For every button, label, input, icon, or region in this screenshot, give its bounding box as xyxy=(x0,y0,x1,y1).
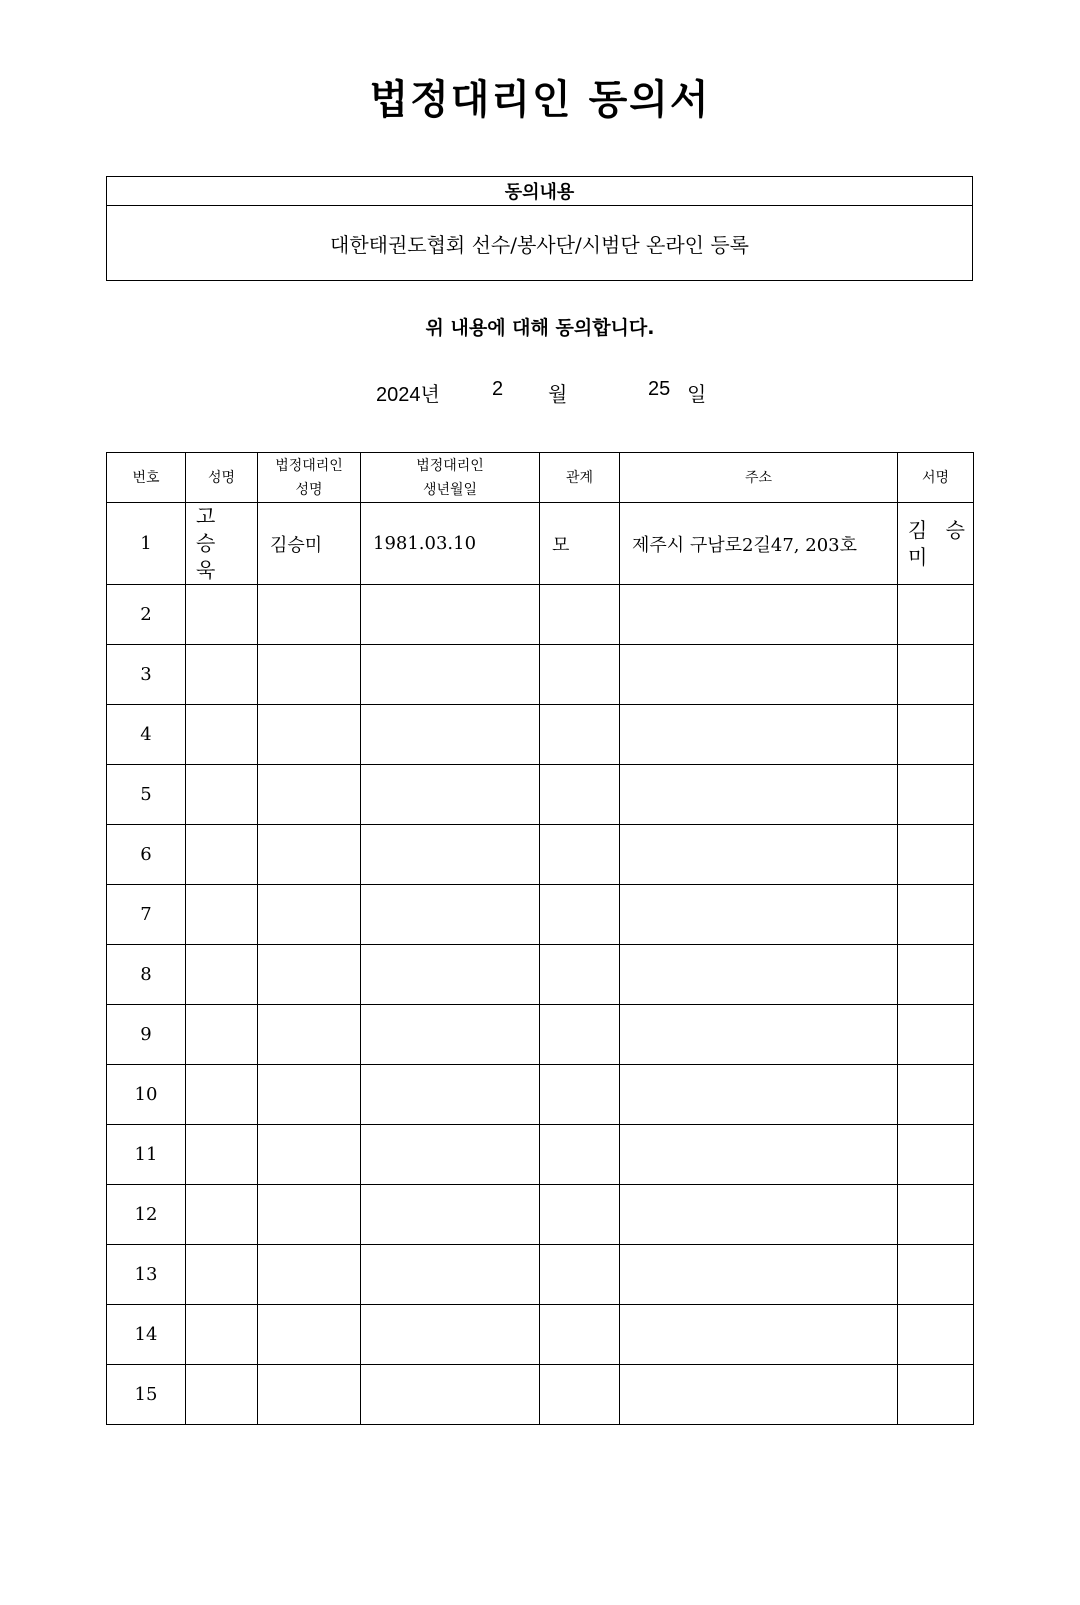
row-guardian-birth xyxy=(361,1305,540,1365)
row-relation xyxy=(540,1305,620,1365)
date-day: 25 xyxy=(648,378,671,400)
table-row xyxy=(107,765,974,825)
row-name xyxy=(186,1005,258,1065)
row-guardian-birth xyxy=(361,1365,540,1425)
row-number: 8 xyxy=(107,945,186,1005)
row-address: 제주시 구남로2길47, 203호 xyxy=(620,503,898,585)
row-relation xyxy=(540,1245,620,1305)
header-guardian-name-line1: 법정대리인 xyxy=(275,457,343,474)
header-guardian-birth xyxy=(361,453,540,503)
row-signature xyxy=(898,503,974,585)
row-guardian-birth: 1981.03.10 xyxy=(361,503,540,585)
table-row xyxy=(107,705,974,765)
row-guardian-birth xyxy=(361,1185,540,1245)
row-relation xyxy=(540,1365,620,1425)
row-guardian-name: 김승미 xyxy=(258,503,361,585)
table-row xyxy=(107,1365,974,1425)
row-relation: 모 xyxy=(540,503,620,585)
table-row xyxy=(107,645,974,705)
row-name xyxy=(186,945,258,1005)
row-address xyxy=(620,825,898,885)
row-name xyxy=(186,1125,258,1185)
row-guardian-birth xyxy=(361,945,540,1005)
row-guardian-name xyxy=(258,825,361,885)
row-number: 7 xyxy=(107,885,186,945)
row-guardian-name xyxy=(258,1365,361,1425)
consent-content: 대한태권도협회 선수/봉사단/시범단 온라인 등록 xyxy=(107,206,973,281)
row-number: 13 xyxy=(107,1245,186,1305)
row-number: 9 xyxy=(107,1005,186,1065)
row-address xyxy=(620,1365,898,1425)
row-signature xyxy=(898,1005,974,1065)
row-guardian-name xyxy=(258,1005,361,1065)
row-number: 2 xyxy=(107,585,186,645)
row-signature-line1: 김 승 xyxy=(908,517,971,542)
row-address xyxy=(620,945,898,1005)
table-row xyxy=(107,1245,974,1305)
date-year: 2024년 xyxy=(376,384,440,406)
row-relation xyxy=(540,705,620,765)
row-number: 14 xyxy=(107,1305,186,1365)
row-number: 6 xyxy=(107,825,186,885)
row-name xyxy=(186,503,258,585)
row-signature xyxy=(898,705,974,765)
row-signature xyxy=(898,1305,974,1365)
row-signature xyxy=(898,825,974,885)
row-guardian-name xyxy=(258,645,361,705)
header-relation: 관계 xyxy=(540,453,620,503)
row-guardian-birth xyxy=(361,825,540,885)
row-signature xyxy=(898,1125,974,1185)
row-signature xyxy=(898,1185,974,1245)
row-relation xyxy=(540,1065,620,1125)
row-number: 1 xyxy=(107,503,186,585)
row-number: 15 xyxy=(107,1365,186,1425)
header-address: 주소 xyxy=(620,453,898,503)
row-address xyxy=(620,1005,898,1065)
table-row xyxy=(107,585,974,645)
row-number: 10 xyxy=(107,1065,186,1125)
row-guardian-name xyxy=(258,585,361,645)
row-name-line2: 욱 xyxy=(196,558,222,582)
row-address xyxy=(620,1065,898,1125)
table-header-row xyxy=(107,453,974,503)
row-name xyxy=(186,645,258,705)
row-guardian-name xyxy=(258,885,361,945)
table-row xyxy=(107,945,974,1005)
row-number: 4 xyxy=(107,705,186,765)
table-row xyxy=(107,885,974,945)
row-relation xyxy=(540,945,620,1005)
table-row xyxy=(107,1185,974,1245)
row-guardian-name xyxy=(258,945,361,1005)
row-address xyxy=(620,705,898,765)
row-number: 12 xyxy=(107,1185,186,1245)
header-guardian-birth-line2: 생년월일 xyxy=(422,481,478,498)
row-relation xyxy=(540,585,620,645)
row-guardian-birth xyxy=(361,585,540,645)
row-guardian-birth xyxy=(361,765,540,825)
row-guardian-birth xyxy=(361,885,540,945)
row-guardian-birth xyxy=(361,1245,540,1305)
row-guardian-birth xyxy=(361,1065,540,1125)
row-signature-line2: 미 xyxy=(908,544,934,569)
table-row xyxy=(107,503,974,585)
row-guardian-birth xyxy=(361,645,540,705)
date-month: 2 xyxy=(492,378,504,400)
row-relation xyxy=(540,885,620,945)
header-number: 번호 xyxy=(107,453,186,503)
row-name xyxy=(186,1365,258,1425)
row-guardian-birth xyxy=(361,1125,540,1185)
row-guardian-name xyxy=(258,1245,361,1305)
row-guardian-name xyxy=(258,765,361,825)
row-signature xyxy=(898,765,974,825)
row-relation xyxy=(540,825,620,885)
row-address xyxy=(620,1185,898,1245)
row-address xyxy=(620,1125,898,1185)
row-address xyxy=(620,585,898,645)
consent-header: 동의내용 xyxy=(107,177,973,206)
row-name xyxy=(186,1065,258,1125)
guardian-table xyxy=(106,452,974,1425)
date-month-unit: 월 xyxy=(548,384,568,406)
row-guardian-name xyxy=(258,1305,361,1365)
row-name-line1: 고 승 xyxy=(196,504,222,555)
row-guardian-birth xyxy=(361,705,540,765)
row-signature xyxy=(898,885,974,945)
row-relation xyxy=(540,1125,620,1185)
header-name: 성명 xyxy=(186,453,258,503)
row-guardian-name xyxy=(258,705,361,765)
row-guardian-name xyxy=(258,1065,361,1125)
table-row xyxy=(107,1065,974,1125)
row-name xyxy=(186,825,258,885)
row-signature xyxy=(898,585,974,645)
row-address xyxy=(620,1305,898,1365)
row-relation xyxy=(540,1005,620,1065)
row-name xyxy=(186,1305,258,1365)
header-guardian-name xyxy=(258,453,361,503)
row-signature xyxy=(898,945,974,1005)
row-name xyxy=(186,1245,258,1305)
row-relation xyxy=(540,1185,620,1245)
row-address xyxy=(620,765,898,825)
row-number: 11 xyxy=(107,1125,186,1185)
row-name xyxy=(186,765,258,825)
row-signature xyxy=(898,1065,974,1125)
row-name xyxy=(186,585,258,645)
row-guardian-name xyxy=(258,1185,361,1245)
row-signature xyxy=(898,1245,974,1305)
row-address xyxy=(620,645,898,705)
row-name xyxy=(186,885,258,945)
agree-statement: 위 내용에 대해 동의합니다. xyxy=(425,317,655,339)
consent-box xyxy=(106,176,973,281)
document-title: 법정대리인 동의서 xyxy=(369,77,711,123)
table-row xyxy=(107,1305,974,1365)
row-name xyxy=(186,705,258,765)
row-relation xyxy=(540,645,620,705)
table-row xyxy=(107,1125,974,1185)
table-row xyxy=(107,825,974,885)
header-signature: 서명 xyxy=(898,453,974,503)
date-day-unit: 일 xyxy=(687,384,707,406)
row-guardian-birth xyxy=(361,1005,540,1065)
row-address xyxy=(620,885,898,945)
row-relation xyxy=(540,765,620,825)
header-guardian-birth-line1: 법정대리인 xyxy=(416,457,484,474)
row-name xyxy=(186,1185,258,1245)
row-guardian-name xyxy=(258,1125,361,1185)
row-signature xyxy=(898,1365,974,1425)
table-row xyxy=(107,1005,974,1065)
row-number: 3 xyxy=(107,645,186,705)
date-line xyxy=(376,378,736,408)
header-guardian-name-line2: 성명 xyxy=(295,481,323,498)
row-address xyxy=(620,1245,898,1305)
row-number: 5 xyxy=(107,765,186,825)
row-signature xyxy=(898,645,974,705)
